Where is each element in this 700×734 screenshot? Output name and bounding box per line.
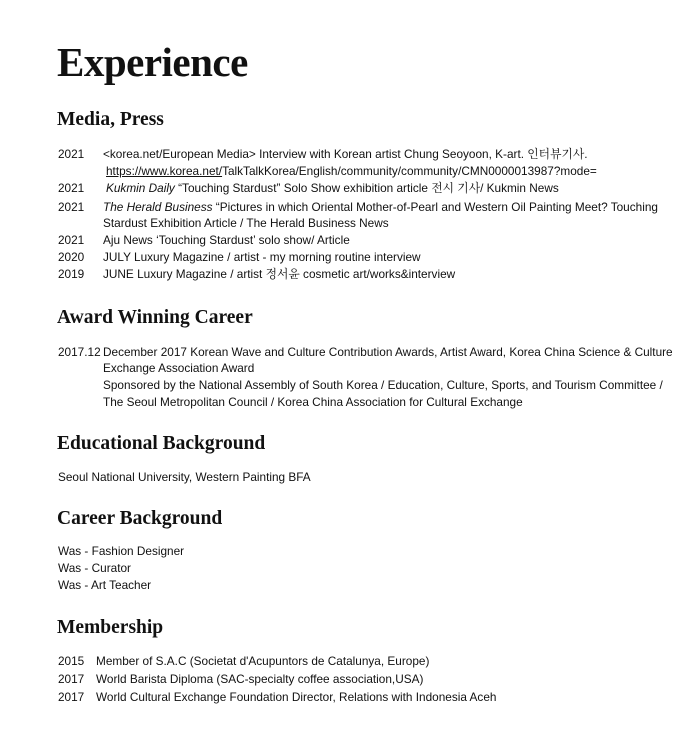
section-heading-media: Media, Press [57, 109, 164, 130]
media-link[interactable]: https://www.korea.net/ [106, 164, 223, 178]
membership-year: 2015 [58, 654, 85, 668]
media-text: “Touching Stardust” Solo Show exhibition article 전시 기사/ Kukmin News [174, 181, 559, 195]
award-text: The Seoul Metropolitan Council / Korea China Association for Cultural Exchange [103, 395, 523, 409]
award-text: Exchange Association Award [103, 361, 255, 375]
education-item: Seoul National University, Western Painting BFA [58, 470, 311, 484]
media-text: JUNE Luxury Magazine / artist 정서윤 cosmetic art/works&interview [103, 267, 456, 281]
membership-year: 2017 [58, 690, 85, 704]
media-item [58, 232, 350, 249]
media-year: 2021 [58, 147, 85, 161]
media-text: <korea.net/European Media> Interview with Korean artist Chung Seoyoon, K-art. 인터뷰기사. [103, 147, 588, 161]
media-item [58, 146, 588, 163]
membership-item [58, 671, 424, 688]
media-year: 2021 [58, 181, 85, 195]
media-text: JULY Luxury Magazine / artist - my morning routine interview [103, 250, 421, 264]
media-text: “Pictures in which Oriental Mother-of-Pearl and Western Oil Painting Meet? Touching [212, 200, 658, 214]
media-text: Aju News ‘Touching Stardust’ solo show/ Article [103, 233, 350, 247]
section-heading-membership: Membership [57, 617, 164, 638]
membership-text: World Barista Diploma (SAC-specialty coffee association,USA) [96, 672, 424, 686]
media-text: Stardust Exhibition Article / The Herald Business News [103, 216, 389, 230]
media-year: 2020 [58, 250, 85, 264]
section-heading-education: Educational Background [57, 433, 266, 454]
media-year: 2019 [58, 267, 85, 281]
media-publication: The Herald Business [103, 200, 213, 214]
media-item [58, 266, 456, 283]
membership-text: Member of S.A.C (Societat d'Acupuntors de Catalunya, Europe) [96, 654, 430, 668]
media-item [58, 180, 559, 197]
media-item [58, 199, 658, 216]
section-heading-award: Award Winning Career [57, 307, 253, 328]
career-item: Was - Fashion Designer [58, 544, 185, 558]
media-publication: Kukmin Daily [106, 181, 175, 195]
award-text: Sponsored by the National Assembly of South Korea / Education, Culture, Sports, and Tourism Committee / [103, 378, 663, 392]
membership-text: World Cultural Exchange Foundation Director, Relations with Indonesia Aceh [96, 690, 497, 704]
membership-year: 2017 [58, 672, 85, 686]
section-heading-career: Career Background [57, 508, 223, 529]
media-year: 2021 [58, 233, 85, 247]
career-item: Was - Curator [58, 561, 131, 575]
membership-item [58, 689, 497, 706]
media-link-rest: TalkTalkKorea/English/community/community/CMN0000013987?mode= [222, 164, 597, 178]
award-year: 2017.12 [58, 345, 101, 359]
career-item: Was - Art Teacher [58, 578, 152, 592]
page-title: Experience [57, 39, 248, 85]
media-item [58, 249, 421, 266]
media-year: 2021 [58, 200, 85, 214]
award-item [58, 344, 673, 361]
membership-item [58, 653, 430, 670]
award-text: December 2017 Korean Wave and Culture Contribution Awards, Artist Award, Korea China Science & Culture [103, 345, 673, 359]
